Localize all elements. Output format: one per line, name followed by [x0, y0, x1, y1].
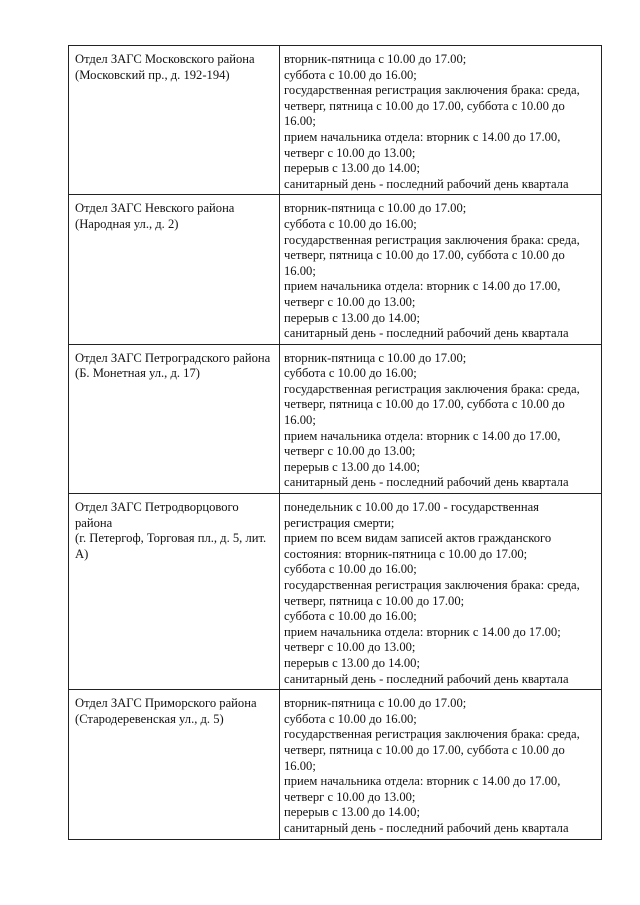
department-cell	[69, 690, 280, 839]
schedule-line: государственная регистрация заключения брака: среда, четверг, пятница с 10.00 до 17.00, суббота с 10.00 до 16.00;	[284, 83, 580, 129]
department-name: Отдел ЗАГС Петроградского района	[75, 350, 271, 365]
schedule-line: государственная регистрация заключения брака: среда, четверг, пятница с 10.00 до 17.00, суббота с 10.00 до 16.00;	[284, 232, 580, 278]
department-address: (Народная ул., д. 2)	[75, 216, 179, 231]
department-name: Отдел ЗАГС Московского района	[75, 52, 255, 66]
department-address: (Московский пр., д. 192-194)	[75, 67, 230, 82]
schedule-cell	[280, 46, 602, 195]
schedule-cell	[280, 690, 602, 839]
table-row	[69, 690, 602, 839]
table-row	[69, 195, 602, 344]
department-cell	[69, 195, 280, 344]
schedule-line: понедельник с 10.00 до 17.00 - государственная регистрация смерти;	[284, 500, 539, 530]
schedule-line: государственная регистрация заключения брака: среда, четверг, пятница с 10.00 до 17.00, суббота с 10.00 до 16.00;	[284, 381, 580, 428]
department-address: (Стародеревенская ул., д. 5)	[75, 711, 224, 726]
department-name: Отдел ЗАГС Петродворцового района	[75, 500, 239, 530]
schedule-line: суббота с 10.00 до 16.00;	[284, 216, 417, 231]
schedule-line: санитарный день - последний рабочий день квартала	[284, 176, 569, 191]
table-row	[69, 494, 602, 690]
schedule-line: перерыв с 13.00 до 14.00;	[284, 459, 420, 474]
department-cell	[69, 344, 280, 493]
schedule-line: прием начальника отдела: вторник с 14.00 до 17.00; четверг с 10.00 до 13.00;	[284, 624, 561, 655]
schedule-line: вторник-пятница с 10.00 до 17.00;	[284, 52, 467, 66]
schedule-line: суббота с 10.00 до 16.00;	[284, 562, 417, 577]
schedule-line: вторник-пятница с 10.00 до 17.00;	[284, 201, 467, 216]
schedule-line: перерыв с 13.00 до 14.00;	[284, 310, 420, 325]
schedule-line: вторник-пятница с 10.00 до 17.00;	[284, 350, 467, 365]
table-row	[69, 46, 602, 195]
department-address: (г. Петергоф, Торговая пл., д. 5, лит. А)	[75, 531, 267, 561]
document-page	[68, 45, 602, 840]
schedule-line: перерыв с 13.00 до 14.00;	[284, 805, 420, 820]
schedule-line: прием начальника отдела: вторник с 14.00 до 17.00, четверг с 10.00 до 13.00;	[284, 129, 561, 160]
department-cell	[69, 46, 280, 195]
schedule-line: перерыв с 13.00 до 14.00;	[284, 161, 420, 176]
schedule-line: суббота с 10.00 до 16.00;	[284, 609, 417, 624]
schedule-cell	[280, 344, 602, 493]
schedule-line: суббота с 10.00 до 16.00;	[284, 711, 417, 726]
table-body	[69, 46, 602, 840]
zags-schedule-table	[68, 45, 602, 840]
department-name: Отдел ЗАГС Приморского района	[75, 696, 257, 711]
schedule-line: прием начальника отдела: вторник с 14.00 до 17.00, четверг с 10.00 до 13.00;	[284, 279, 561, 309]
schedule-line: санитарный день - последний рабочий день квартала	[284, 820, 569, 835]
schedule-cell	[280, 195, 602, 344]
schedule-line: суббота с 10.00 до 16.00;	[284, 67, 417, 82]
table-row	[69, 344, 602, 493]
department-cell	[69, 494, 280, 690]
schedule-line: санитарный день - последний рабочий день квартала	[284, 671, 569, 686]
schedule-line: перерыв с 13.00 до 14.00;	[284, 655, 420, 670]
schedule-line: государственная регистрация заключения брака: среда, четверг, пятница с 10.00 до 17.00, суббота с 10.00 до 16.00;	[284, 727, 580, 773]
schedule-line: прием начальника отдела: вторник с 14.00 до 17.00, четверг с 10.00 до 13.00;	[284, 428, 561, 459]
schedule-line: суббота с 10.00 до 16.00;	[284, 366, 417, 381]
schedule-line: прием начальника отдела: вторник с 14.00 до 17.00, четверг с 10.00 до 13.00;	[284, 774, 561, 804]
schedule-line: вторник-пятница с 10.00 до 17.00;	[284, 696, 467, 711]
schedule-line: санитарный день - последний рабочий день квартала	[284, 475, 569, 490]
department-address: (Б. Монетная ул., д. 17)	[75, 366, 200, 381]
schedule-line: государственная регистрация заключения брака: среда, четверг, пятница с 10.00 до 17.00;	[284, 578, 580, 608]
schedule-cell	[280, 494, 602, 690]
schedule-line: прием по всем видам записей актов гражданского состояния: вторник-пятница с 10.00 до 17.00;	[284, 531, 552, 561]
schedule-line: санитарный день - последний рабочий день квартала	[284, 326, 569, 341]
department-name: Отдел ЗАГС Невского района	[75, 201, 235, 216]
